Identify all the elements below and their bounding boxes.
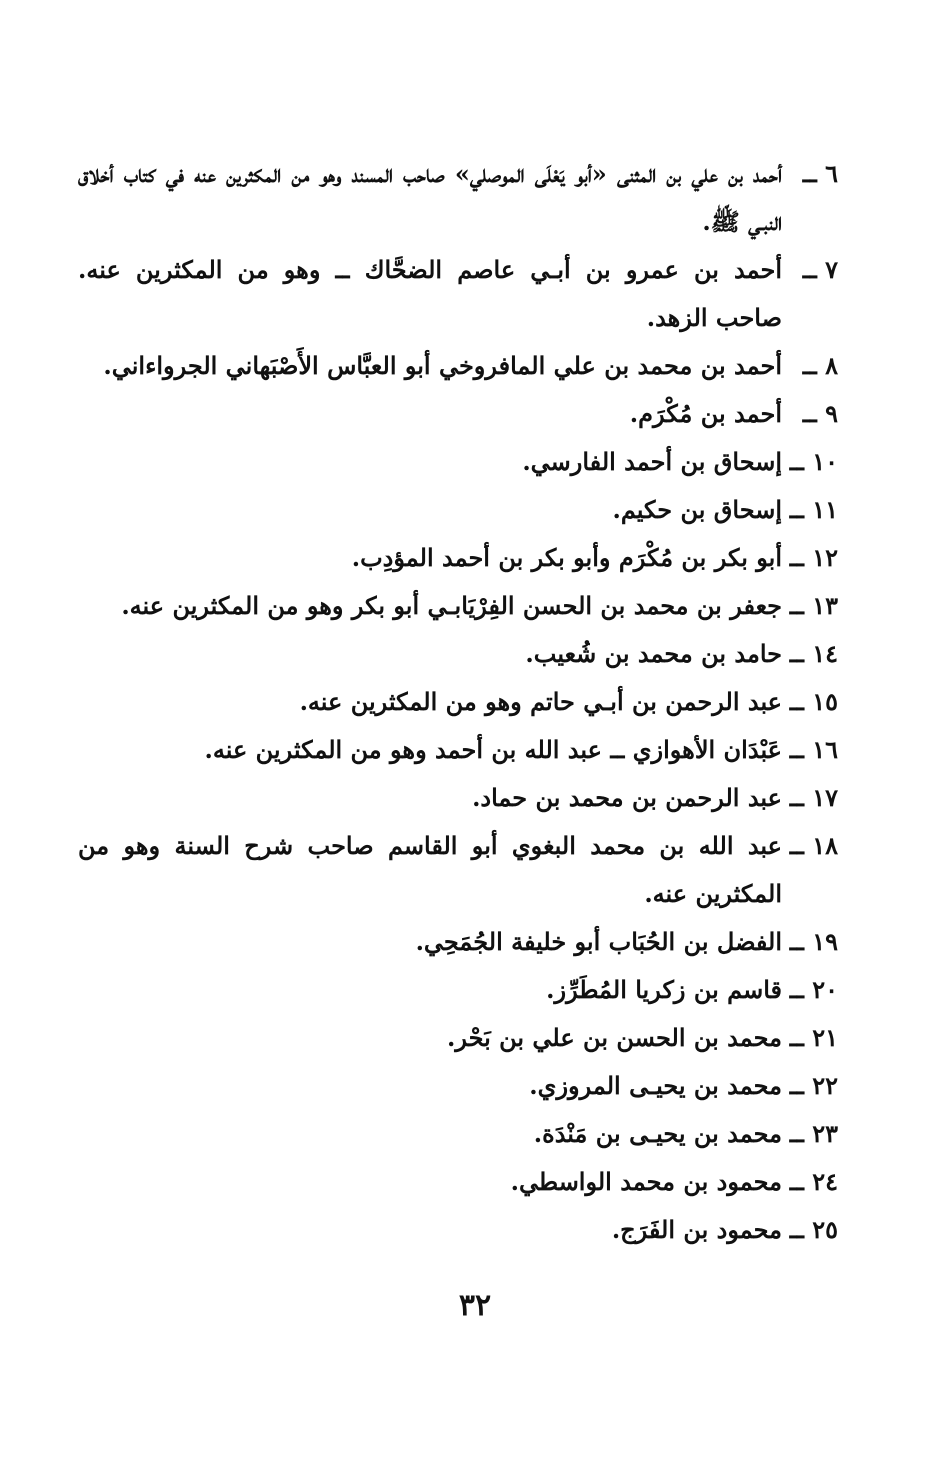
item-number: ٢١ ــ [789,1023,838,1052]
item-number: ١٠ ــ [789,447,838,476]
list-item [78,534,838,582]
item-text: محمود بن محمد الواسطي. [510,1167,782,1196]
item-number: ٩ ــ [802,399,838,428]
item-number: ٢٥ ــ [789,1215,838,1244]
list-item [78,1206,838,1254]
list-item [78,1014,838,1062]
item-number: ١١ ــ [789,495,838,524]
item-text: إسحاق بن أحمد الفارسي. [522,447,782,476]
list-item [78,630,838,678]
narrators-list [78,150,838,1254]
list-item [78,150,838,246]
list-item [78,342,838,390]
list-item [78,246,838,342]
item-number: ١٩ ــ [789,927,838,956]
item-text: أبو بكر بن مُكْرَم وأبو بكر بن أحمد المؤدِب. [351,543,782,572]
list-item [78,1110,838,1158]
item-text: عبد الله بن محمد البغوي أبو القاسم صاحب شرح السنة وهو من المكثرين عنه. [78,831,782,908]
item-number: ٧ ــ [802,255,838,284]
list-item [78,966,838,1014]
list-item [78,1158,838,1206]
item-text: عَبْدَان الأهوازي ــ عبد الله بن أحمد وهو من المكثرين عنه. [204,735,782,764]
item-text: أحمد بن محمد بن علي المافروخي أبو العبَّاس الأَصْبَهاني الجرواءاني. [103,351,782,380]
item-text: محمد بن يحيـى بن مَنْدَة. [533,1119,782,1148]
item-number: ١٢ ــ [789,543,838,572]
item-number: ١٦ ــ [789,735,838,764]
item-text: أحمد بن مُكْرَم. [629,399,782,428]
list-item [78,822,838,918]
item-number: ٦ ــ [802,159,838,188]
item-text: محمود بن الفَرَج. [611,1215,782,1244]
item-text: إسحاق بن حكيم. [612,495,782,524]
item-text: أحمد بن عمرو بن أبـي عاصم الضحَّاك ــ وهو من المكثرين عنه. صاحب الزهد. [78,255,782,332]
item-text: محمد بن يحيـى المروزي. [529,1071,782,1100]
item-text: أحمد بن علي بن المثنى «أبو يَعْلَى الموصلي» صاحب المسند وهو من المكثرين عنه في كتاب أخلاق النبـي ﷺ. [78,159,782,236]
item-text: جعفر بن محمد بن الحسن الفِرْيَابـي أبو بكر وهو من المكثرين عنه. [121,591,782,620]
item-number: ٢٢ ــ [789,1071,838,1100]
item-text: حامد بن محمد بن شُعيب. [525,639,782,668]
list-item [78,486,838,534]
list-item [78,582,838,630]
item-text: محمد بن الحسن بن علي بن بَحْر. [447,1023,782,1052]
item-number: ٢٠ ــ [789,975,838,1004]
item-number: ١٨ ــ [789,831,838,860]
list-item [78,390,838,438]
item-number: ١٣ ــ [789,591,838,620]
list-item [78,918,838,966]
item-number: ٢٣ ــ [789,1119,838,1148]
item-text: عبد الرحمن بن أبـي حاتم وهو من المكثرين عنه. [299,687,782,716]
item-text: عبد الرحمن بن محمد بن حماد. [472,783,782,812]
list-item [78,678,838,726]
list-item [78,1062,838,1110]
item-text: الفضل بن الحُبَاب أبو خليفة الجُمَحِي. [415,927,782,956]
list-item [78,438,838,486]
item-text: قاسم بن زكريا المُطَرِّز. [546,975,782,1004]
item-number: ٨ ــ [802,351,838,380]
page-number: ٣٢ [458,1288,492,1323]
list-item [78,774,838,822]
item-number: ١٧ ــ [789,783,838,812]
item-number: ٢٤ ــ [789,1167,838,1196]
item-number: ١٥ ــ [789,687,838,716]
item-number: ١٤ ــ [789,639,838,668]
list-item [78,726,838,774]
